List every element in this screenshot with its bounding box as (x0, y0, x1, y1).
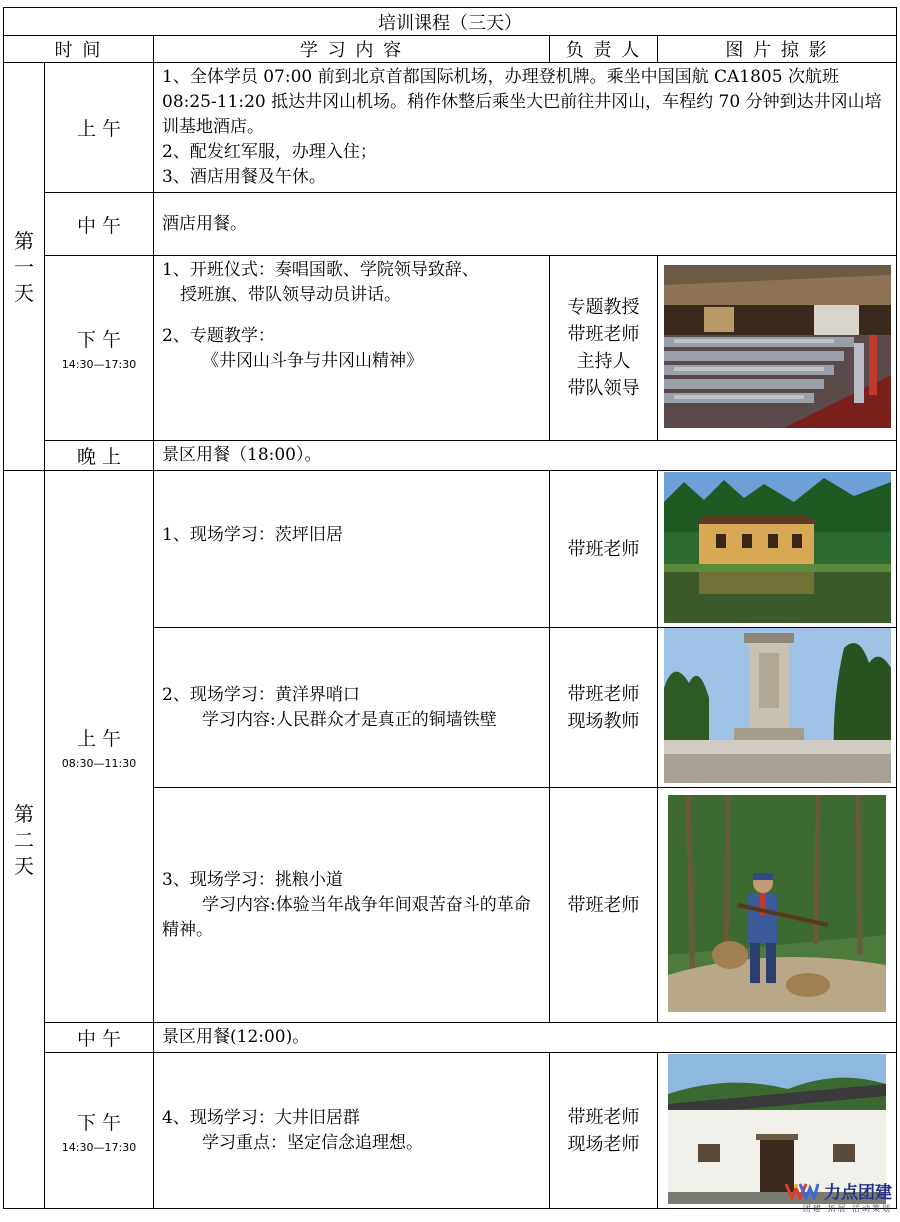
day1-afternoon-line-1b: 授班旗、带队领导动员讲话。 (180, 285, 401, 305)
day1-label: 第 一 天 (4, 63, 45, 471)
photo-former-residence (658, 471, 897, 628)
header-responsible: 负 责 人 (550, 36, 658, 63)
day1-morning-line-2: 2、配发红军服，办理入住； (162, 142, 377, 162)
day2-item3-sub: 学习内容:体验当年战争年间艰苦奋斗的革命精神。 (162, 894, 531, 940)
day2-item2-line: 2、现场学习：黄洋界哨口 (162, 684, 360, 705)
day1-afternoon-line-2b: 《井冈山斗争与井冈山精神》 (202, 351, 423, 371)
day1-morning-line-3: 3、酒店用餐及午休。 (162, 167, 326, 187)
monument-image (664, 628, 891, 783)
day1-afternoon-responsible: 专题教授 带班老师 主持人 带队领导 (550, 256, 658, 441)
day2-noon-content: 景区用餐(12:00)。 (154, 1023, 897, 1053)
day2-afternoon-content (154, 1053, 550, 1209)
day1-afternoon-line-1: 1、开班仪式：奏唱国歌、学院领导致辞、 (162, 260, 479, 280)
day2-afternoon-slot: 下 午 14:30—17:30 (45, 1053, 154, 1209)
day2-morning-slot: 上 午 08:30—11:30 (45, 471, 154, 1023)
day2-item3-responsible: 带班老师 (550, 788, 658, 1023)
opening-ceremony-image (664, 265, 891, 428)
logo-mark-icon (784, 1182, 820, 1200)
day2-item3-line: 3、现场学习：挑粮小道 (162, 869, 343, 890)
grain-path-image (668, 795, 886, 1012)
day1-evening-content: 景区用餐（18:00）。 (154, 441, 897, 471)
table-title: 培训课程（三天） (4, 8, 897, 36)
logo-tagline: 团建 拓展 活动策划 (802, 1204, 892, 1213)
day1-evening-slot: 晚 上 (45, 441, 154, 471)
day1-morning-content (154, 63, 897, 193)
day2-afternoon-responsible: 带班老师 现场老师 (550, 1053, 658, 1209)
training-schedule-table (3, 7, 897, 1209)
day2-label: 第 二 天 (4, 471, 45, 1209)
day1-afternoon-content (154, 256, 550, 441)
day2-item2-content (154, 628, 550, 788)
day2-morning-time: 08:30—11:30 (61, 756, 137, 770)
former-residence-image (664, 472, 891, 623)
day2-item1-line: 1、现场学习：茨坪旧居 (162, 525, 343, 545)
day2-item2-responsible: 带班老师 现场教师 (550, 628, 658, 788)
header-photos: 图 片 掠 影 (658, 36, 897, 63)
day1-afternoon-slot: 下 午 14:30—17:30 (45, 256, 154, 441)
day2-item3-content (154, 788, 550, 1023)
day1-noon-slot: 中 午 (45, 193, 154, 256)
day1-afternoon-time: 14:30—17:30 (61, 358, 137, 371)
photo-monument (658, 628, 897, 788)
logo-name: 力点团建 (824, 1183, 892, 1203)
day1-morning-line-1: 1、全体学员 07:00 前到北京首都国际机场，办理登机牌。乘坐中国国航 CA1805 次航班 08:25-11:20 抵达井冈山机场。稍作休整后乘坐大巴前往井冈山，车程约 70 分钟到达井冈山培训基地酒店。 (162, 67, 882, 137)
day2-item2-sub: 学习内容:人民群众才是真正的铜墙铁壁 (202, 709, 497, 730)
header-content: 学 习 内 容 (154, 36, 550, 63)
day2-afternoon-line: 4、现场学习：大井旧居群 (162, 1107, 360, 1128)
day1-afternoon-line-2: 2、专题教学： (162, 326, 275, 346)
photo-opening-ceremony (658, 256, 897, 441)
day2-item1-responsible: 带班老师 (550, 471, 658, 628)
day1-noon-content: 酒店用餐。 (154, 193, 897, 256)
photo-grain-path (658, 788, 897, 1023)
day2-noon-slot: 中 午 (45, 1023, 154, 1053)
day1-morning-slot: 上 午 (45, 63, 154, 193)
day2-afternoon-time: 14:30—17:30 (61, 1140, 137, 1154)
company-logo (784, 1178, 892, 1214)
day2-item1-content (154, 471, 550, 628)
day2-afternoon-sub: 学习重点：坚定信念追理想。 (202, 1132, 423, 1153)
header-time: 时 间 (4, 36, 154, 63)
